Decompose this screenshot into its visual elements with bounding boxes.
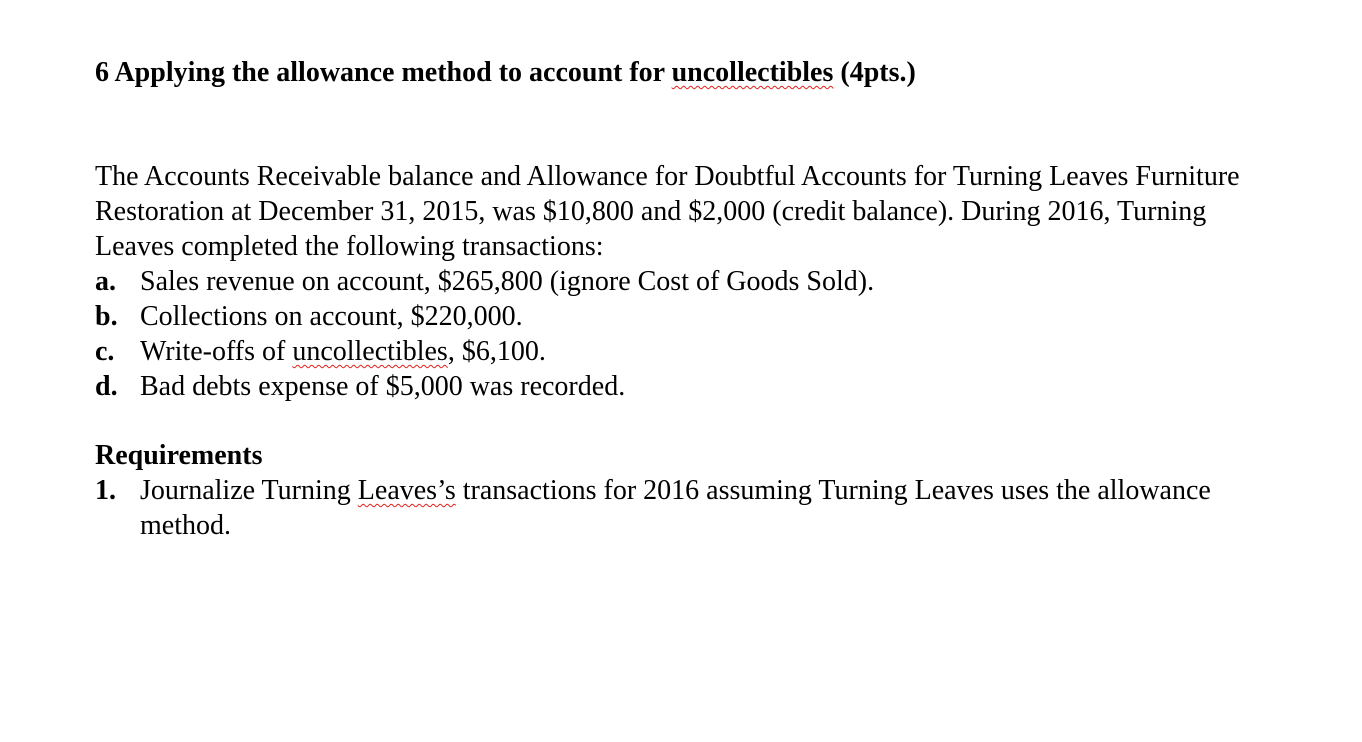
transaction-item-b	[95, 299, 874, 334]
requirement-misspelled-word[interactable]: Leaves’s	[357, 475, 456, 506]
list-marker: c.	[95, 336, 115, 367]
list-marker: a.	[95, 266, 116, 297]
transaction-item-c	[95, 334, 874, 369]
transaction-item-a	[95, 264, 874, 299]
requirement-text-after: transactions for 2016 assuming Turning Leaves uses the allowance method.	[140, 475, 1211, 541]
title-misspelled-word[interactable]: uncollectibles	[671, 57, 834, 88]
list-marker: 1.	[95, 475, 116, 506]
list-marker: b.	[95, 301, 118, 332]
requirement-item-1	[95, 473, 1245, 543]
title-prefix: 6 Applying the allowance method to account for	[95, 57, 672, 88]
problem-title	[95, 56, 916, 90]
transaction-list	[95, 264, 874, 404]
transaction-misspelled-word[interactable]: uncollectibles	[292, 336, 448, 367]
transaction-text: Sales revenue on account, $265,800 (ignore Cost of Goods Sold).	[140, 266, 875, 297]
transaction-item-d	[95, 369, 874, 404]
transaction-text: Collections on account, $220,000.	[140, 301, 523, 332]
requirement-text-before: Journalize Turning	[140, 475, 358, 506]
requirements-list	[95, 473, 1245, 543]
transaction-text: Bad debts expense of $5,000 was recorded.	[140, 371, 626, 402]
requirements-heading: Requirements	[95, 440, 263, 471]
list-marker: d.	[95, 371, 118, 402]
transaction-text-after: , $6,100.	[447, 336, 546, 367]
title-suffix: (4pts.)	[833, 57, 916, 88]
intro-paragraph: The Accounts Receivable balance and Allowance for Doubtful Accounts for Turning Leaves Furniture Restoration at December 31, 2015, was $10,800 and $2,000 (credit balance). During 2016, Turning Leaves completed the following transactions:	[95, 161, 1240, 262]
transaction-text-before: Write-offs of	[140, 336, 293, 367]
